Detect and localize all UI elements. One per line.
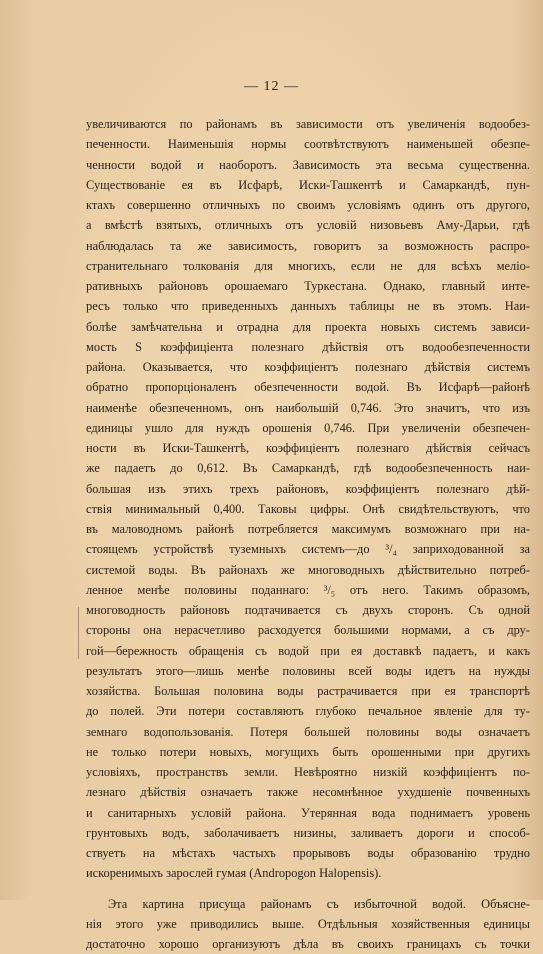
paragraph-1 [86,114,530,884]
text-line: достаточно хорошо организуютъ дѣла въ своихъ границахъ съ точки [86,934,530,954]
text-line: печенности. Наименьшія нормы соотвѣтствуютъ наименьшей обезпе- [86,134,530,154]
text-line: стороны она нерасчетливо расходуется большими нормами, а съ дру- [86,620,530,640]
text-line: ности въ Иски-Ташкентѣ, коэффиціентъ полезнаго дѣйствія сейчасъ [86,438,530,458]
text-line: до полей. Эти потери составляютъ глубоко печальное явленіе для ту- [86,701,530,721]
text-line: ктахъ совершенно отличныхъ по своимъ условіямъ одинъ отъ другого, [86,195,530,215]
text-line: не только потери новыхъ, могущихъ быть орошенными при другихъ [86,742,530,762]
text-line: хозяйства. Большая половина воды растрачивается при ея транспортѣ [86,681,530,701]
text-line: наблюдалась та же зависимость, говоритъ за возможность распро- [86,236,530,256]
text-line: мость S коэффиціента полезнаго дѣйствія отъ водообезпеченности [86,337,530,357]
text-line: ствія минимальный 0,400. Таковы цифры. Онѣ свидѣтельствуютъ, что [86,499,530,519]
paragraph-2 [86,894,530,954]
text-line: нія этого уже приводились выше. Отдѣльныя хозяйственныя единицы [86,914,530,934]
text-line: искоренимыхъ зарослей гумая (Andropogon Halopensis). [86,863,530,883]
text-line: системой воды. Въ районахъ же многоводныхъ дѣйствительно потреб- [86,560,530,580]
text-line: а вмѣстѣ взятыхъ, отличныхъ отъ условій низовьевъ Аму-Дарьи, гдѣ [86,215,530,235]
text-line: ленное менѣе половины поданнаго: ³/₅ отъ него. Такимъ образомъ, [86,580,530,600]
text-line: наименѣе обезпеченномъ, онъ наибольшій 0,746. Это значитъ, что изъ [86,398,530,418]
text-line: Существованіе ея въ Исфарѣ, Иски-Ташкентѣ и Самаркандѣ, пун- [86,175,530,195]
text-line: результатъ этого—лишь менѣе половины всей воды идетъ на нужды [86,661,530,681]
text-line: земнаго водопользованія. Потеря большей половины воды означаетъ [86,722,530,742]
text-line: лезнаго дѣйствія означаетъ также несомнѣнное ухудшеніе почвенныхъ [86,782,530,802]
text-line: же падаетъ до 0,612. Въ Самаркандѣ, гдѣ водообезпеченность наи- [86,458,530,478]
text-line: грунтовыхъ водъ, заболачиваетъ низины, заливаетъ дороги и способ- [86,823,530,843]
page-number: — 12 — [0,79,543,95]
text-line: Эта картина присуща районамъ съ избыточной водой. Объясне- [86,894,530,914]
text-line: большая изъ этихъ трехъ районовъ, коэффиціентъ полезнаго дѣй- [86,479,530,499]
text-line: гой—бережность обращенія съ водой при ея доставкѣ падаетъ, и какъ [86,641,530,661]
text-line: ративныхъ районовъ орошаемаго Туркестана. Однако, главный инте- [86,276,530,296]
text-line: единицы ушло для нуждъ орошенія 0,746. При увеличеніи обезпечен- [86,418,530,438]
text-line: странительнаго толкованія для многихъ, если не для всѣхъ меліо- [86,256,530,276]
text-line: ресъ только что приведенныхъ данныхъ таблицы не въ этомъ. Наи- [86,296,530,316]
text-line: въ маловодномъ районѣ потребляется максимумъ возможнаго при на- [86,519,530,539]
text-line: и санитарныхъ условій района. Утерянная вода поднимаетъ уровень [86,803,530,823]
text-line: обратно пропорціоналенъ обезпеченности водой. Въ Исфарѣ—районѣ [86,377,530,397]
text-line: района. Оказывается, что коэффиціентъ полезнаго дѣйствія системъ [86,357,530,377]
text-line: ствуетъ на мѣстахъ частыхъ прорывовъ воды образованію трудно [86,843,530,863]
paragraph-gap [86,884,530,894]
text-line: болѣе замѣчательна и отрадна для проекта новыхъ системъ зависи- [86,317,530,337]
text-line: стоящемъ устройствѣ туземныхъ системъ—до ³/₄ заприходованной за [86,539,530,559]
text-line: увеличиваются по районамъ въ зависимости отъ увеличенія водообез- [86,114,530,134]
body-text [86,114,530,954]
text-line: многоводность районовъ подтачивается съ двухъ сторонъ. Съ одной [86,600,530,620]
text-line: ченности водой и наоборотъ. Зависимость эта весьма существенна. [86,155,530,175]
text-line: условіяхъ, пространствъ земли. Невѣроятно низкій коэффиціентъ по- [86,762,530,782]
margin-pencil-mark [78,607,79,659]
